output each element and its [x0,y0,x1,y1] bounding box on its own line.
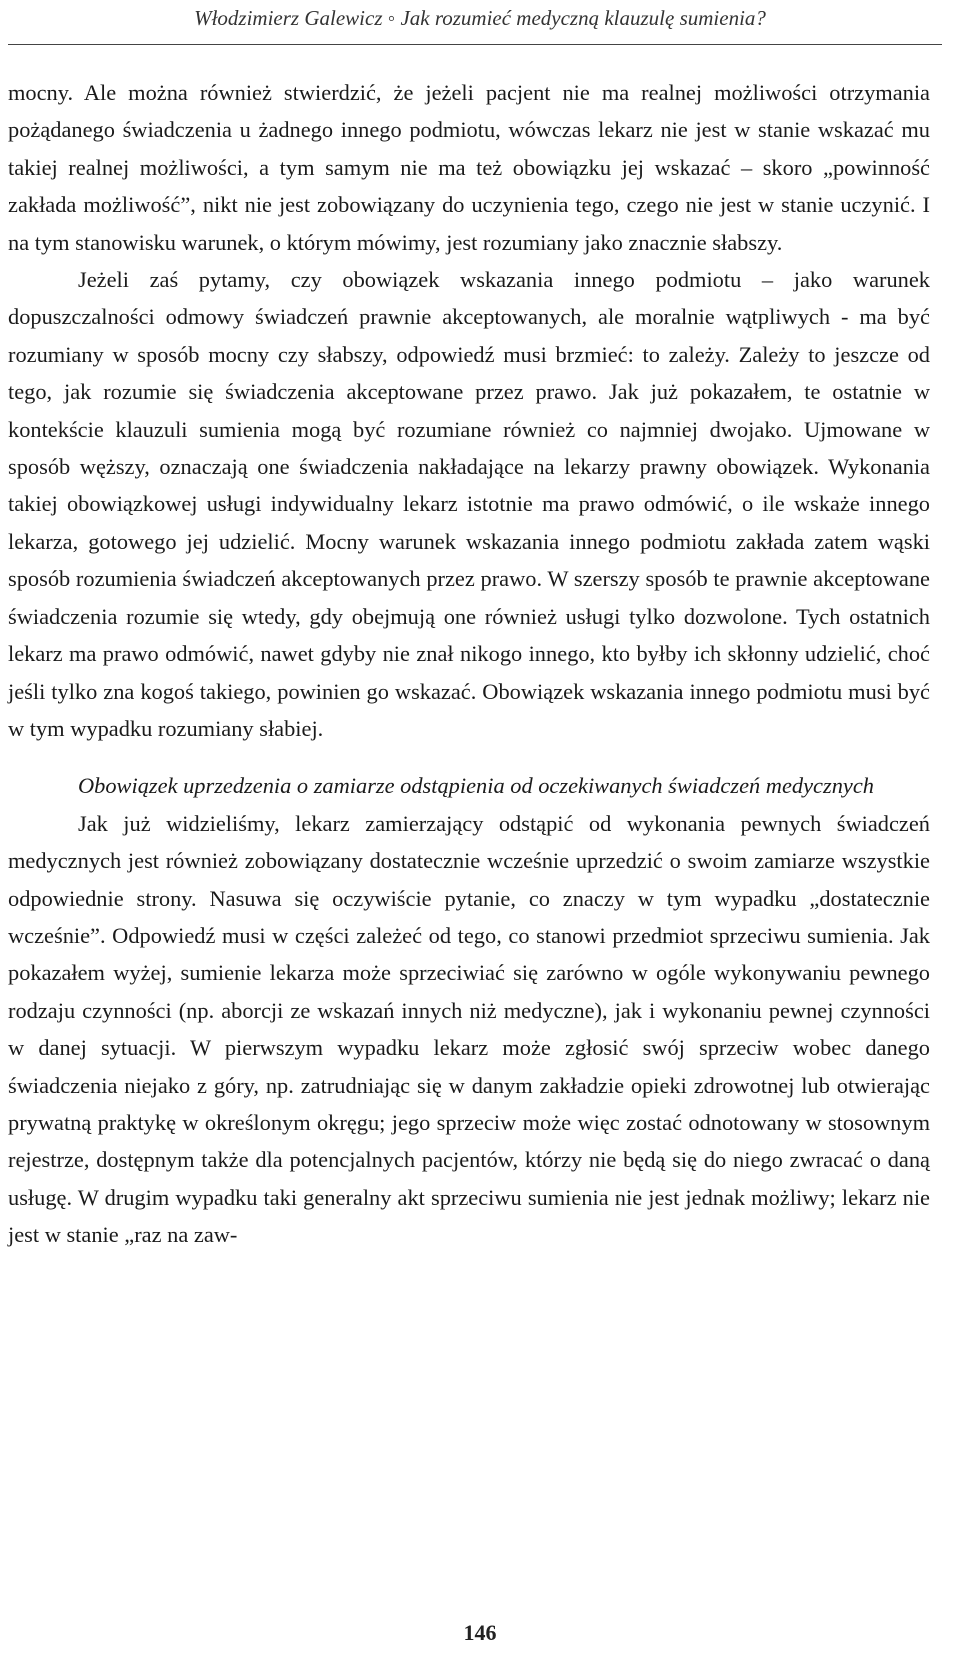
page-body [8,74,930,1254]
page-number: 146 [463,1620,497,1645]
running-header [0,0,960,46]
header-rule [8,44,942,45]
body-paragraph-1: mocny. Ale można również stwierdzić, że jeżeli pacjent nie ma realnej możliwości otrzymania pożądanego świadczenia u żadnego innego podmiotu, wówczas lekarz nie jest w stanie wskazać mu takiej realnej możliwości, a tym samym nie ma też obowiązku jej wskazać – skoro „powinność zakłada możliwość”, nikt nie jest zobowiązany do uczynienia tego, czego nie jest w stanie uczynić. I na tym stanowisku warunek, o którym mówimy, jest rozumiany jako znacznie słabszy. [8,80,930,255]
body-paragraph-2: Jeżeli zaś pytamy, czy obowiązek wskazania innego podmiotu – jako warunek dopuszczalności odmowy świadczeń prawnie akceptowanych, ale moralnie wątpliwych - ma być rozumiany w sposób mocny czy słabszy, odpowiedź musi brzmieć: to zależy. Zależy to jeszcze od tego, jak rozumie się świadczenia akceptowane przez prawo. Jak już pokazałem, te ostatnie w kontekście klauzuli sumienia mogą być rozumiane również co najmniej dwojako. Ujmowane w sposób węższy, oznaczają one świadczenia nakładające na lekarzy prawny obowiązek. Wykonania takiej obowiązkowej usługi indywidualny lekarz istotnie ma prawo odmówić, o ile wskaże innego lekarza, gotowego jej udzielić. Mocny warunek wskazania innego podmiotu zakłada zatem wąski sposób rozumienia świadczeń akceptowanych przez prawo. W szerszy sposób te prawnie akceptowane świadczenia rozumie się wtedy, gdy obejmują one również usługi tylko dozwolone. Tych ostatnich lekarz ma prawo odmówić, nawet gdyby nie znał nikogo innego, kto byłby ich skłonny udzielić, choć jeśli tylko zna kogoś takiego, powinien go wskazać. Obowiązek wskazania innego podmiotu musi być w tym wypadku rozumiany słabiej. [8,267,930,741]
running-header-text: Włodzimierz Galewicz ◦ Jak rozumieć medyczną klauzulę sumienia? [194,6,766,30]
body-paragraph-3: Jak już widzieliśmy, lekarz zamierzający odstąpić od wykonania pewnych świadczeń medycznych jest również zobowiązany dostatecznie wcześnie uprzedzić o swoim zamiarze wszystkie odpowiednie strony. Nasuwa się oczywiście pytanie, co znaczy w tym wypadku „dostatecznie wcześnie”. Odpowiedź musi w części zależeć od tego, co stanowi przedmiot sprzeciwu sumienia. Jak pokazałem wyżej, sumienie lekarza może sprzeciwiać się zarówno w ogóle wykonywaniu pewnego rodzaju czynności (np. aborcji ze wskazań innych niż medyczne), jak i wykonaniu pewnej czynności w danej sytuacji. W pierwszym wypadku lekarz może zgłosić swój sprzeciw wobec danego świadczenia niejako z góry, np. zatrudniając się w danym zakładzie opieki zdrowotnej lub otwierając prywatną praktykę w określonym okręgu; jego sprzeciw może więc zostać odnotowany w stosownym rejestrze, dostępnym także dla potencjalnych pacjentów, którzy nie będą się do niego zwracać o daną usługę. W drugim wypadku taki generalny akt sprzeciwu sumienia nie jest jednak możliwy; lekarz nie jest w stanie „raz na zaw- [8,810,930,1248]
section-heading: Obowiązek uprzedzenia o zamiarze odstąpienia od oczekiwanych świadczeń medycznych [78,773,874,799]
